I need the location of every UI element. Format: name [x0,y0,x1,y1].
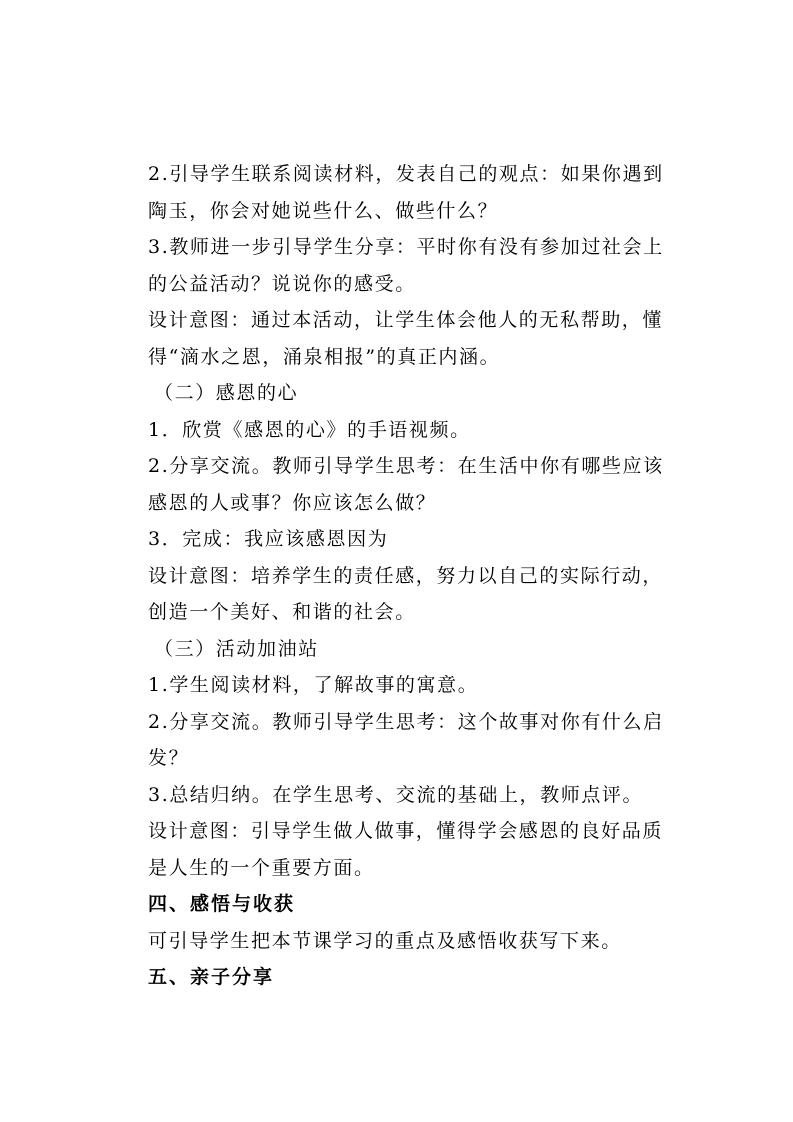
section-heading-parent-child [108,959,690,996]
text-line: 陶玉，你会对她说些什么、做些什么？ [148,199,499,222]
section-heading-reflection [108,886,690,923]
text-line: 3．完成：我应该感恩因为 [148,528,389,550]
text-line: 四、感悟与收获 [148,893,296,915]
text-line: 设计意图：通过本活动，让学生体会他人的无私帮助，懂 [148,309,664,331]
text-line: 1.学生阅读材料，了解故事的寓意。 [148,674,479,696]
text-line: 1．欣赏《感恩的心》的手语视频。 [148,418,471,441]
text-line: 是人生的一个重要方面。 [148,856,375,879]
text-line: 3.教师进一步引导学生分享：平时你有没有参加过社会上 [148,236,664,258]
text-line: 可引导学生把本节课学习的重点及感悟收获写下来。 [148,929,622,952]
text-line: 感恩的人或事？你应该怎么做？ [148,491,437,514]
text-line: 2.分享交流。教师引导学生思考：在生活中你有哪些应该 [148,455,664,477]
subheading-grateful-heart [108,375,690,412]
paragraph-design-intent-1 [108,302,690,375]
text-line: （二）感恩的心 [154,382,299,404]
paragraph-step-3-summary [108,777,690,814]
paragraph-step-3-complete [108,521,690,558]
text-line: 的公益活动？说说你的感受。 [148,272,416,295]
paragraph-reflection-guide [108,923,690,960]
text-line: （三）活动加油站 [154,637,319,660]
text-line: 五、亲子分享 [148,966,275,988]
paragraph-step-1-story [108,667,690,704]
paragraph-step-1-video [108,412,690,449]
paragraph-design-intent-2 [108,558,690,631]
text-line: 2.分享交流。教师引导学生思考：这个故事对你有什么启 [148,710,664,733]
paragraph-step-3-share [108,229,690,302]
paragraph-step-2-inspire [108,704,690,777]
paragraph-step-2-discuss [108,448,690,521]
paragraph-design-intent-3 [108,813,690,886]
text-line: 得“滴水之恩，涌泉相报”的真正内涵。 [148,345,501,368]
text-line: 创造一个美好、和谐的社会。 [148,601,416,623]
text-line: 设计意图：引导学生做人做事，懂得学会感恩的良好品质 [148,820,664,842]
text-line: 2.引导学生联系阅读材料，发表自己的观点：如果你遇到 [148,163,664,185]
paragraph-step-2-reading [108,156,690,229]
subheading-activity-station [108,631,690,668]
text-line: 设计意图：培养学生的责任感，努力以自己的实际行动， [148,564,664,587]
text-line: 发？ [148,747,190,769]
text-line: 3.总结归纳。在学生思考、交流的基础上，教师点评。 [148,783,644,806]
document-body [108,156,690,996]
